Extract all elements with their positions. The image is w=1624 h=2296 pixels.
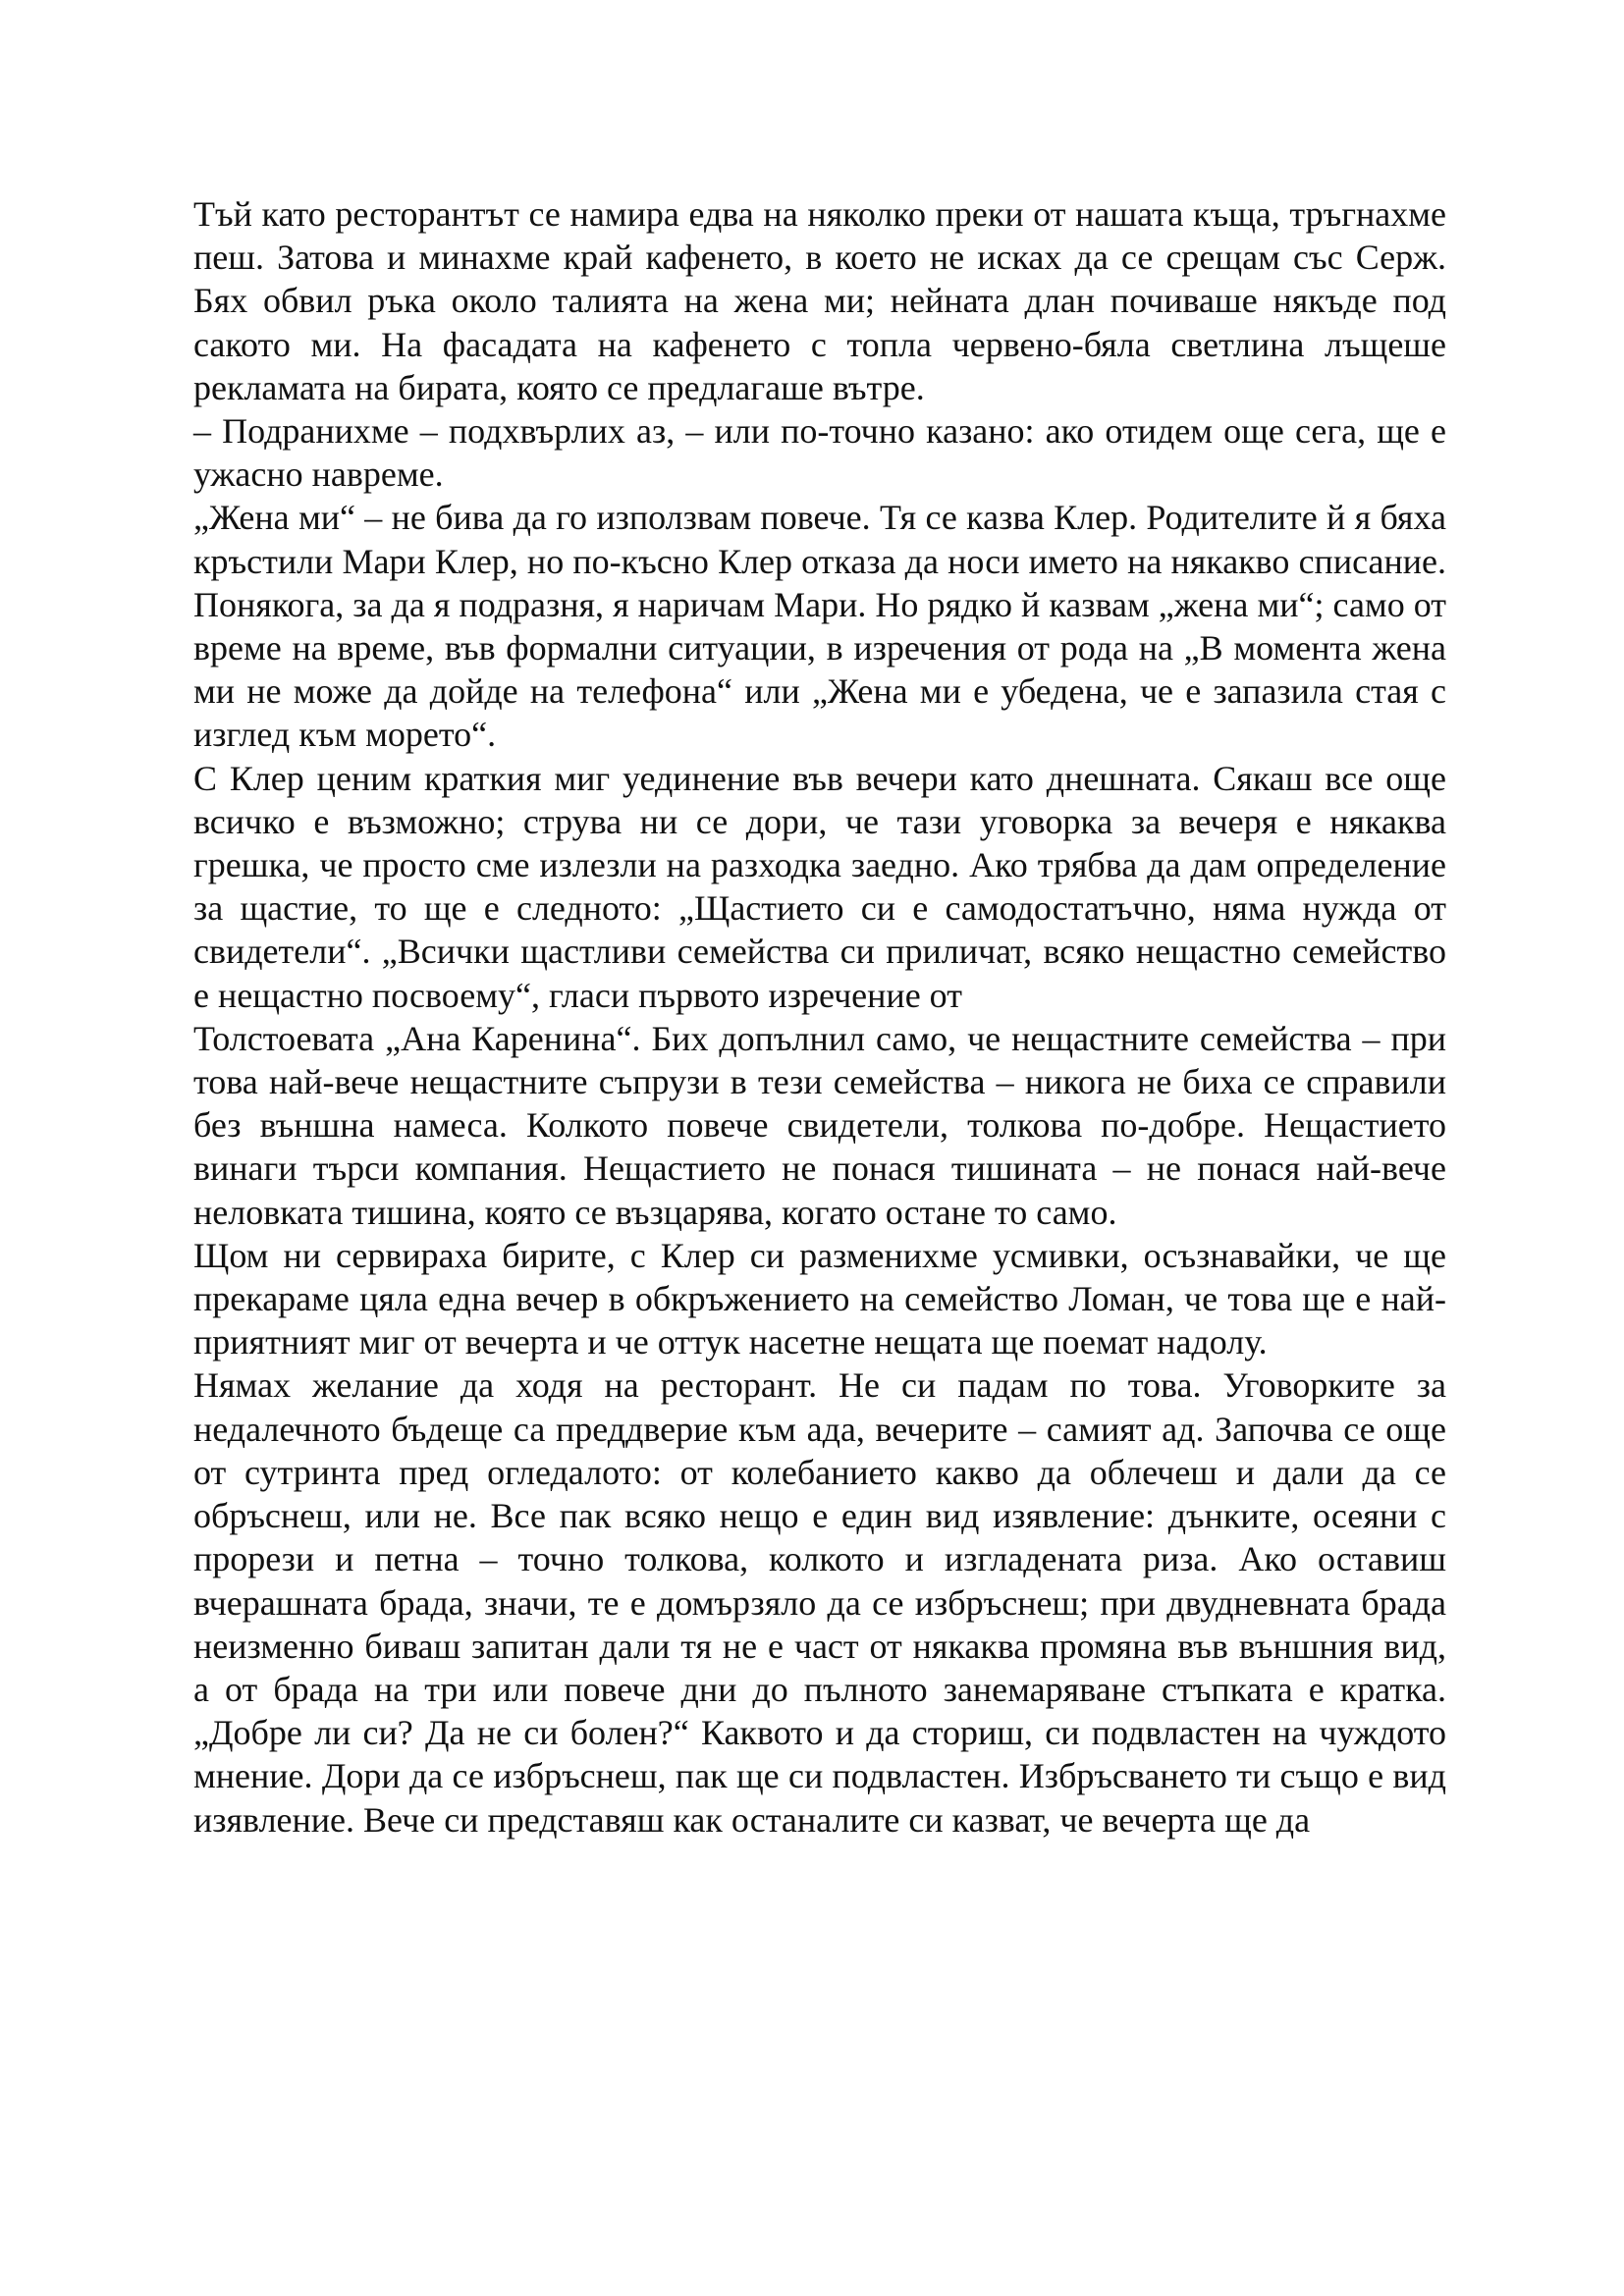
paragraph: Нямах желание да ходя на ресторант. Не си падам по това. Уговорките за недалечното бъдеще са преддверие към ада, вечерите – самият ад. Започва се още от сутринта пред огледалото: от колебанието какво да облечеш и дали да се обръснеш, или не. Все пак всяко нещо е един вид изявление: дънките, осеяни с прорези и петна – точно толкова, колкото и изгладената риза. Ако оставиш вчерашната брада, значи, те е домързяло да се избръснеш; при двудневната брада неизменно биваш запитан дали тя не е част от някаква промяна във външния вид, а от брада на три или повече дни до пълното занемаряване стъпката е кратка. „Добре ли си? Да не си болен?“ Каквото и да сториш, си подвластен на чуждото мнение. Дори да се избръснеш, пак ще си подвластен. Избръсването ти също е вид изявление. Вече си представяш как останалите си казват, че вечерта ще да <box>193 1365 1446 1840</box>
paragraph: С Клер ценим краткия миг уединение във вечери като днешната. Сякаш все още всичко е възможно; струва ни се дори, че тази уговорка за вечеря е някаква грешка, че просто сме излезли на разходка заедно. Ако трябва да дам определение за щастие, то ще е следното: „Щастието си е самодостатъчно, няма нужда от свидетели“. „Всички щастливи семейства си приличат, всяко нещастно семейство е нещастно посвоему“, гласи първото изречение от <box>193 758 1446 1015</box>
paragraph: „Жена ми“ – не бива да го използвам повече. Тя се казва Клер. Родителите й я бяха кръстили Мари Клер, но по-късно Клер отказа да носи името на някакво списание. Понякога, за да я подразня, я наричам Мари. Но рядко й казвам „жена ми“; само от време на време, във формални ситуации, в изречения от рода на „В момента жена ми не може да дойде на телефона“ или „Жена ми е убедена, че е запазила стая с изглед към морето“. <box>193 498 1446 755</box>
paragraph: Щом ни сервираха бирите, с Клер си разменихме усмивки, осъзнавайки, че ще прекараме цяла една вечер в обкръжението на семейство Ломан, че това ще е най-приятният миг от вечерта и че оттук насетне нещата ще поемат надолу. <box>193 1235 1446 1362</box>
text-body <box>193 192 1446 1842</box>
paragraph: – Подранихме – подхвърлих аз, – или по-точно казано: ако отидем още сега, ще е ужасно навреме. <box>193 411 1446 495</box>
paragraph: Тъй като ресторантът се намира едва на няколко преки от нашата къща, тръгнахме пеш. Затова и минахме край кафенето, в което не исках да се срещам със Серж. Бях обвил ръка около талията на жена ми; нейната длан почиваше някъде под сакото ми. На фасадата на кафенето с топла червено-бяла светлина лъщеше рекламата на бирата, която се предлагаше вътре. <box>193 194 1446 407</box>
paragraph: Толстоевата „Ана Каренина“. Бих допълнил само, че нещастните семейства – при това най-вече нещастните съпрузи в тези семейства – никога не биха се справили без външна намеса. Колкото повече свидетели, толкова по-добре. Нещастието винаги търси компания. Нещастието не понася тишината – не понася най-вече неловката тишина, която се възцарява, когато остане то само. <box>193 1018 1446 1232</box>
